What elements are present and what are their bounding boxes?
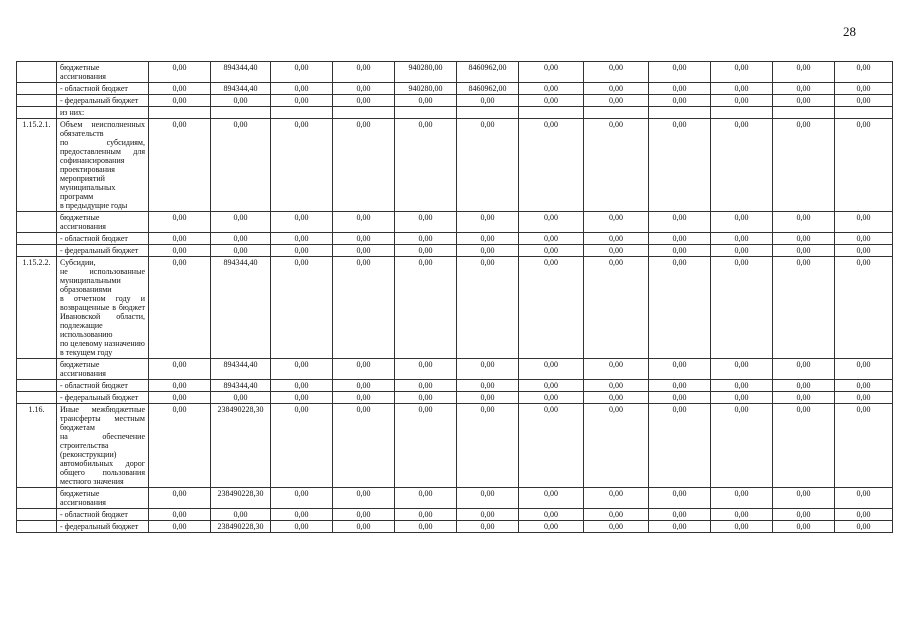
- value-cell: 0,00: [333, 404, 395, 488]
- row-code: [17, 359, 57, 380]
- value-cell: [211, 107, 271, 119]
- table-row: [17, 521, 893, 533]
- value-cell: 0,00: [271, 83, 333, 95]
- value-cell: 0,00: [149, 62, 211, 83]
- value-cell: 0,00: [457, 119, 519, 212]
- row-description: - областной бюджет: [57, 233, 149, 245]
- value-cell: 0,00: [649, 95, 711, 107]
- value-cell: 894344,40: [211, 62, 271, 83]
- value-cell: 0,00: [333, 233, 395, 245]
- value-cell: 0,00: [711, 359, 773, 380]
- value-cell: 0,00: [649, 521, 711, 533]
- row-description: бюджетные ассигнования: [57, 62, 149, 83]
- value-cell: 0,00: [271, 488, 333, 509]
- value-cell: 0,00: [649, 245, 711, 257]
- value-cell: 0,00: [271, 233, 333, 245]
- table-row: [17, 392, 893, 404]
- value-cell: 0,00: [271, 62, 333, 83]
- value-cell: 0,00: [649, 509, 711, 521]
- row-code: 1.15.2.2.: [17, 257, 57, 359]
- value-cell: 0,00: [211, 392, 271, 404]
- value-cell: 0,00: [395, 257, 457, 359]
- value-cell: 0,00: [711, 233, 773, 245]
- value-cell: 0,00: [457, 245, 519, 257]
- value-cell: 894344,40: [211, 257, 271, 359]
- value-cell: [395, 107, 457, 119]
- value-cell: 0,00: [271, 509, 333, 521]
- value-cell: 0,00: [519, 83, 584, 95]
- value-cell: 0,00: [649, 404, 711, 488]
- value-cell: 0,00: [519, 359, 584, 380]
- value-cell: 8460962,00: [457, 62, 519, 83]
- value-cell: 0,00: [149, 119, 211, 212]
- value-cell: 0,00: [333, 83, 395, 95]
- value-cell: 0,00: [395, 95, 457, 107]
- value-cell: 0,00: [584, 521, 649, 533]
- value-cell: 0,00: [149, 245, 211, 257]
- value-cell: 0,00: [711, 62, 773, 83]
- value-cell: 0,00: [149, 392, 211, 404]
- value-cell: 0,00: [395, 245, 457, 257]
- value-cell: 238490228,30: [211, 521, 271, 533]
- value-cell: 0,00: [149, 380, 211, 392]
- value-cell: 0,00: [773, 212, 835, 233]
- value-cell: 0,00: [773, 359, 835, 380]
- value-cell: 0,00: [711, 245, 773, 257]
- row-code: [17, 83, 57, 95]
- value-cell: 0,00: [711, 521, 773, 533]
- row-description: из них:: [57, 107, 149, 119]
- value-cell: 0,00: [711, 392, 773, 404]
- table-row: [17, 95, 893, 107]
- value-cell: 0,00: [457, 359, 519, 380]
- value-cell: 0,00: [835, 359, 893, 380]
- table-row: [17, 404, 893, 488]
- value-cell: 0,00: [584, 245, 649, 257]
- value-cell: 238490228,30: [211, 404, 271, 488]
- value-cell: 0,00: [149, 212, 211, 233]
- value-cell: 0,00: [773, 119, 835, 212]
- value-cell: 0,00: [457, 212, 519, 233]
- value-cell: 0,00: [271, 245, 333, 257]
- value-cell: 0,00: [711, 509, 773, 521]
- value-cell: 0,00: [835, 119, 893, 212]
- table-row: [17, 119, 893, 212]
- row-description: бюджетные ассигнования: [57, 212, 149, 233]
- value-cell: 0,00: [519, 233, 584, 245]
- value-cell: 0,00: [333, 119, 395, 212]
- row-code: [17, 245, 57, 257]
- row-description: бюджетные ассигнования: [57, 359, 149, 380]
- value-cell: 0,00: [149, 233, 211, 245]
- value-cell: 0,00: [519, 380, 584, 392]
- value-cell: 0,00: [711, 404, 773, 488]
- value-cell: 0,00: [519, 404, 584, 488]
- value-cell: 0,00: [211, 245, 271, 257]
- table-row: [17, 62, 893, 83]
- value-cell: 0,00: [519, 62, 584, 83]
- value-cell: 0,00: [271, 392, 333, 404]
- value-cell: 0,00: [149, 257, 211, 359]
- value-cell: 8460962,00: [457, 83, 519, 95]
- value-cell: 0,00: [773, 521, 835, 533]
- row-description: Объем неисполненных обязательств по субсидиям, предоставленным для софинансирования проектирования мероприятий муниципальных программ в предыдущие годы: [57, 119, 149, 212]
- row-code: 1.15.2.1.: [17, 119, 57, 212]
- budget-table-body: [17, 62, 893, 533]
- value-cell: 238490228,30: [211, 488, 271, 509]
- value-cell: 0,00: [711, 380, 773, 392]
- value-cell: 0,00: [711, 95, 773, 107]
- value-cell: 0,00: [149, 521, 211, 533]
- table-row: [17, 212, 893, 233]
- table-row: [17, 257, 893, 359]
- value-cell: 0,00: [457, 404, 519, 488]
- value-cell: 0,00: [333, 392, 395, 404]
- value-cell: 940280,00: [395, 62, 457, 83]
- value-cell: [835, 107, 893, 119]
- value-cell: 0,00: [835, 380, 893, 392]
- value-cell: [333, 107, 395, 119]
- value-cell: 0,00: [519, 392, 584, 404]
- value-cell: 0,00: [395, 359, 457, 380]
- value-cell: 0,00: [395, 380, 457, 392]
- row-code: [17, 509, 57, 521]
- value-cell: 0,00: [211, 119, 271, 212]
- value-cell: 0,00: [584, 509, 649, 521]
- value-cell: [649, 107, 711, 119]
- value-cell: 0,00: [271, 95, 333, 107]
- row-description: - федеральный бюджет: [57, 521, 149, 533]
- value-cell: 940280,00: [395, 83, 457, 95]
- value-cell: 0,00: [519, 257, 584, 359]
- value-cell: 0,00: [835, 509, 893, 521]
- value-cell: 0,00: [649, 62, 711, 83]
- value-cell: 0,00: [584, 404, 649, 488]
- value-cell: 0,00: [271, 212, 333, 233]
- row-code: [17, 212, 57, 233]
- value-cell: 0,00: [649, 392, 711, 404]
- row-description: - федеральный бюджет: [57, 392, 149, 404]
- value-cell: 0,00: [333, 380, 395, 392]
- value-cell: 0,00: [835, 257, 893, 359]
- value-cell: 0,00: [773, 509, 835, 521]
- value-cell: 894344,40: [211, 83, 271, 95]
- value-cell: 0,00: [271, 359, 333, 380]
- value-cell: 0,00: [457, 95, 519, 107]
- value-cell: 0,00: [333, 257, 395, 359]
- value-cell: 0,00: [395, 521, 457, 533]
- value-cell: 0,00: [584, 233, 649, 245]
- value-cell: 0,00: [584, 95, 649, 107]
- value-cell: 0,00: [649, 380, 711, 392]
- value-cell: 0,00: [519, 119, 584, 212]
- value-cell: 0,00: [584, 359, 649, 380]
- value-cell: [457, 107, 519, 119]
- table-row: [17, 245, 893, 257]
- row-description: - областной бюджет: [57, 83, 149, 95]
- value-cell: 0,00: [835, 83, 893, 95]
- row-description: - федеральный бюджет: [57, 95, 149, 107]
- value-cell: 0,00: [519, 212, 584, 233]
- value-cell: 0,00: [711, 488, 773, 509]
- value-cell: 0,00: [649, 233, 711, 245]
- value-cell: 0,00: [584, 488, 649, 509]
- value-cell: 0,00: [584, 257, 649, 359]
- value-cell: 0,00: [773, 83, 835, 95]
- row-code: [17, 95, 57, 107]
- value-cell: 0,00: [835, 233, 893, 245]
- value-cell: 0,00: [457, 257, 519, 359]
- value-cell: 0,00: [333, 62, 395, 83]
- value-cell: 0,00: [773, 233, 835, 245]
- value-cell: 0,00: [519, 95, 584, 107]
- value-cell: 0,00: [457, 521, 519, 533]
- value-cell: 0,00: [584, 212, 649, 233]
- value-cell: 894344,40: [211, 380, 271, 392]
- value-cell: 0,00: [649, 119, 711, 212]
- value-cell: 0,00: [584, 119, 649, 212]
- value-cell: 0,00: [519, 488, 584, 509]
- value-cell: 0,00: [149, 509, 211, 521]
- table-row: [17, 359, 893, 380]
- row-description: Иные межбюджетные трансферты местным бюджетам на обеспечение строительства (реконструкции) автомобильных дорог общего пользования местного значения: [57, 404, 149, 488]
- table-row: [17, 509, 893, 521]
- table-row: [17, 488, 893, 509]
- value-cell: 0,00: [211, 233, 271, 245]
- value-cell: 0,00: [457, 380, 519, 392]
- value-cell: 0,00: [773, 62, 835, 83]
- table-row: [17, 83, 893, 95]
- value-cell: 0,00: [333, 488, 395, 509]
- value-cell: 0,00: [457, 509, 519, 521]
- value-cell: 0,00: [271, 521, 333, 533]
- value-cell: 0,00: [773, 488, 835, 509]
- value-cell: 0,00: [584, 83, 649, 95]
- row-description: бюджетные ассигнования: [57, 488, 149, 509]
- value-cell: 0,00: [835, 521, 893, 533]
- table-row: [17, 233, 893, 245]
- row-code: [17, 488, 57, 509]
- value-cell: 0,00: [711, 83, 773, 95]
- value-cell: 0,00: [773, 380, 835, 392]
- row-description: Субсидии, не использованные муниципальными образованиями в отчетном году и возвращенные в бюджет Ивановской области, подлежащие использованию по целевому назначению в текущем году: [57, 257, 149, 359]
- value-cell: 0,00: [149, 404, 211, 488]
- value-cell: 0,00: [211, 509, 271, 521]
- value-cell: 0,00: [395, 233, 457, 245]
- value-cell: 0,00: [835, 488, 893, 509]
- table-row: [17, 107, 893, 119]
- value-cell: 0,00: [649, 83, 711, 95]
- row-code: [17, 107, 57, 119]
- row-code: [17, 380, 57, 392]
- value-cell: 0,00: [584, 392, 649, 404]
- value-cell: 0,00: [149, 359, 211, 380]
- value-cell: 0,00: [457, 392, 519, 404]
- value-cell: 0,00: [333, 95, 395, 107]
- value-cell: [773, 107, 835, 119]
- value-cell: 0,00: [395, 404, 457, 488]
- value-cell: 0,00: [333, 245, 395, 257]
- value-cell: 0,00: [271, 404, 333, 488]
- value-cell: 0,00: [457, 488, 519, 509]
- value-cell: 0,00: [271, 119, 333, 212]
- value-cell: 0,00: [395, 212, 457, 233]
- value-cell: 0,00: [773, 392, 835, 404]
- value-cell: 0,00: [711, 212, 773, 233]
- budget-table: [16, 61, 893, 533]
- value-cell: 0,00: [395, 392, 457, 404]
- value-cell: 0,00: [149, 95, 211, 107]
- value-cell: 0,00: [773, 404, 835, 488]
- value-cell: [519, 107, 584, 119]
- row-description: - областной бюджет: [57, 380, 149, 392]
- value-cell: 0,00: [149, 488, 211, 509]
- value-cell: 0,00: [333, 509, 395, 521]
- value-cell: 0,00: [519, 509, 584, 521]
- row-code: 1.16.: [17, 404, 57, 488]
- value-cell: 894344,40: [211, 359, 271, 380]
- value-cell: 0,00: [149, 83, 211, 95]
- page-number: 28: [843, 24, 856, 39]
- row-code: [17, 233, 57, 245]
- value-cell: 0,00: [649, 212, 711, 233]
- value-cell: 0,00: [835, 95, 893, 107]
- value-cell: 0,00: [835, 245, 893, 257]
- value-cell: 0,00: [333, 359, 395, 380]
- value-cell: 0,00: [711, 257, 773, 359]
- value-cell: 0,00: [271, 380, 333, 392]
- value-cell: 0,00: [773, 257, 835, 359]
- value-cell: 0,00: [835, 62, 893, 83]
- value-cell: 0,00: [519, 245, 584, 257]
- value-cell: 0,00: [271, 257, 333, 359]
- value-cell: [149, 107, 211, 119]
- value-cell: 0,00: [649, 257, 711, 359]
- value-cell: 0,00: [333, 212, 395, 233]
- value-cell: 0,00: [649, 488, 711, 509]
- value-cell: 0,00: [395, 488, 457, 509]
- value-cell: [271, 107, 333, 119]
- table-row: [17, 380, 893, 392]
- row-code: [17, 62, 57, 83]
- value-cell: 0,00: [211, 212, 271, 233]
- value-cell: 0,00: [711, 119, 773, 212]
- row-description: - федеральный бюджет: [57, 245, 149, 257]
- value-cell: 0,00: [333, 521, 395, 533]
- row-code: [17, 392, 57, 404]
- value-cell: 0,00: [649, 359, 711, 380]
- value-cell: 0,00: [519, 521, 584, 533]
- value-cell: 0,00: [395, 119, 457, 212]
- value-cell: 0,00: [835, 212, 893, 233]
- value-cell: 0,00: [835, 392, 893, 404]
- value-cell: [584, 107, 649, 119]
- value-cell: 0,00: [584, 62, 649, 83]
- row-description: - областной бюджет: [57, 509, 149, 521]
- row-code: [17, 521, 57, 533]
- value-cell: 0,00: [395, 509, 457, 521]
- value-cell: [711, 107, 773, 119]
- value-cell: 0,00: [835, 404, 893, 488]
- value-cell: 0,00: [773, 95, 835, 107]
- value-cell: 0,00: [773, 245, 835, 257]
- value-cell: 0,00: [211, 95, 271, 107]
- value-cell: 0,00: [584, 380, 649, 392]
- value-cell: 0,00: [457, 233, 519, 245]
